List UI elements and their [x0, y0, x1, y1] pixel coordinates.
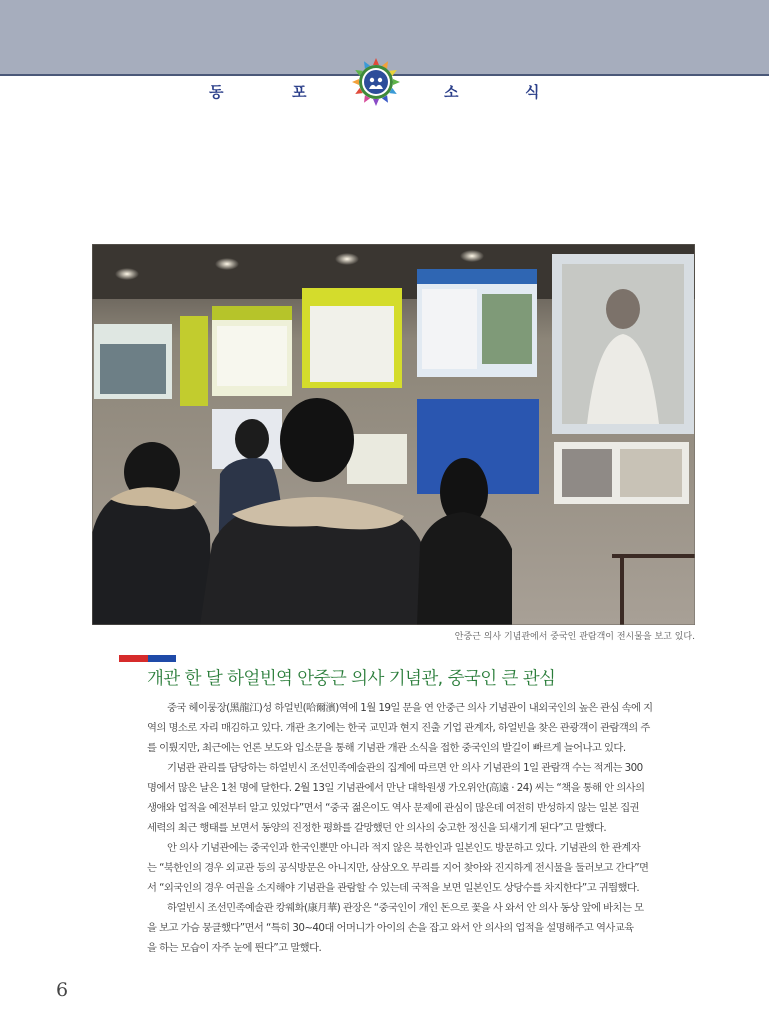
article-line: 안 의사 기념관에는 중국인과 한국인뿐만 아니라 적지 않은 북한인과 일본인도 방문하고 있다. 기념관의 한 관계자 [167, 842, 641, 854]
article-line: 는 “북한인의 경우 외교관 등의 공식방문은 아니지만, 삼삼오오 무리를 지어 찾아와 진지하게 전시물을 둘러보고 간다”면 [147, 862, 649, 874]
exhibition-photo [92, 244, 695, 625]
section-title-char-1: 동 [209, 83, 224, 101]
section-title-char-3: 소 [444, 83, 459, 101]
article-line: 기념관 관리를 담당하는 하얼빈시 조선민족예술관의 집계에 따르면 안 의사 기념관의 1일 관람객 수는 적게는 300 [167, 762, 643, 774]
article-line: 하얼빈시 조선민족예술관 캉웨화(康月華) 관장은 “중국인이 개인 돈으로 꽃을 사 와서 안 의사 동상 앞에 바치는 모 [167, 902, 644, 914]
section-title-char-2: 포 [292, 83, 307, 101]
article-line: 생애와 업적을 예전부터 알고 있었다”면서 “중국 젊은이도 역사 문제에 관심이 많은데 여전히 반성하지 않는 일본 집권 [147, 802, 640, 814]
accent-bar-blue [148, 655, 176, 662]
article-line: 을 보고 가슴 뭉클했다”면서 “특히 30~40대 어머니가 아이의 손을 잡고 와서 안 의사의 업적을 설명해주고 역사교육 [147, 922, 634, 934]
article-line: 서 “외국인의 경우 여권을 소지해야 기념관을 관람할 수 있는데 국적을 보면 일본인도 상당수를 차지한다”고 귀띔했다. [147, 882, 640, 894]
article-line: 세력의 최근 행태를 보면서 동양의 진정한 평화를 갈망했던 안 의사의 숭고한 정신을 되새기게 된다”고 말했다. [147, 822, 607, 834]
emblem-icon [351, 57, 401, 107]
photo-caption: 안중근 의사 기념관에서 중국인 관람객이 전시물을 보고 있다. [454, 632, 695, 642]
article-body [147, 698, 695, 958]
section-title-char-4: 식 [525, 83, 540, 101]
article-line: 중국 헤이룽장(黑龍江)성 하얼빈(哈爾濱)역에 1월 19일 문을 연 안중근 의사 기념관이 내외국인의 높은 관심 속에 지 [167, 702, 653, 714]
accent-bar-red [119, 655, 148, 662]
article-line: 를 이뤘지만, 최근에는 언론 보도와 입소문을 통해 기념관 개관 소식을 접한 중국인의 발길이 빠르게 늘어나고 있다. [147, 742, 626, 754]
page-number: 6 [56, 979, 69, 1001]
article-line: 명에서 많은 날은 1천 명에 달한다. 2월 13일 기념관에서 만난 대학원생 가오위안(高遠 · 24) 씨는 “책을 통해 안 의사의 [147, 782, 645, 794]
article-line: 역의 명소로 자리 매김하고 있다. 개관 초기에는 한국 교민과 현지 진출 기업 관계자, 하얼빈을 찾은 관광객이 관람객의 주 [147, 722, 650, 734]
article-headline: 개관 한 달 하얼빈역 안중근 의사 기념관, 중국인 큰 관심 [147, 669, 556, 689]
article-line: 을 하는 모습이 자주 눈에 띈다”고 말했다. [147, 942, 322, 954]
